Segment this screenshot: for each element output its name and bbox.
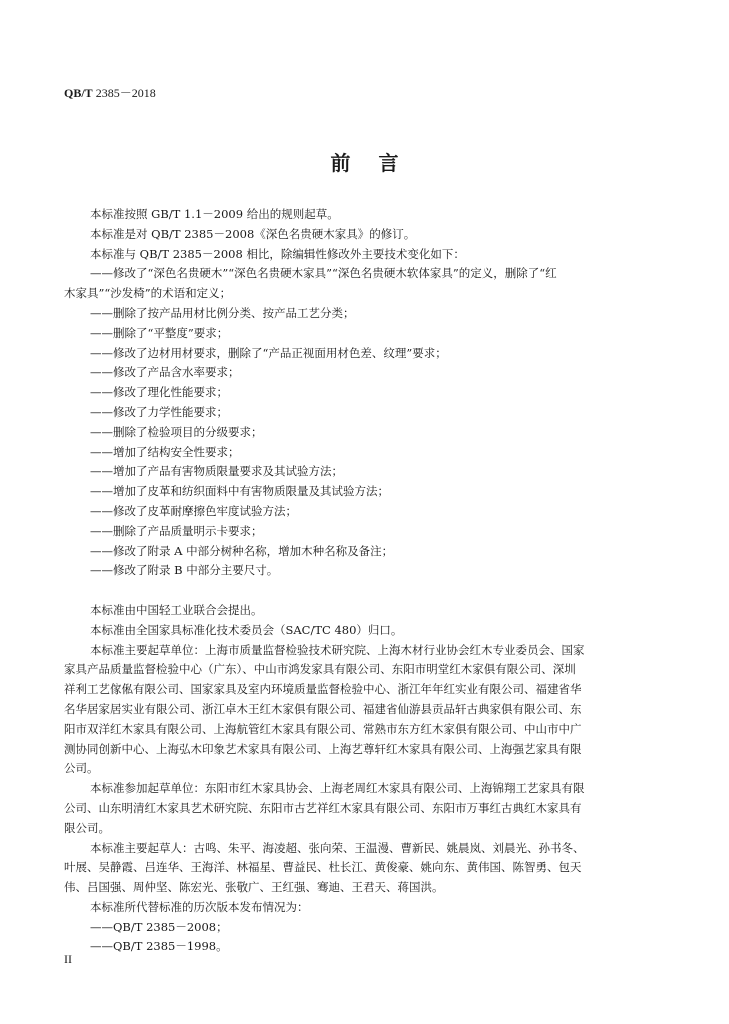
change-item: ——删除了产品质量明示卡要求； (90, 523, 263, 538)
drafting-units-line: 阳市双洋红木家具有限公司、上海航管红木家具有限公司、常熟市东方红木家俱有限公司、中山市中广 (64, 721, 582, 736)
standard-prefix: QB/T (64, 86, 93, 100)
change-item: ——修改了边材用材要求，删除了“产品正视面用材色差、纹理”要求； (90, 345, 447, 360)
change-item-continuation: 木家具”“沙发椅”的术语和定义； (64, 286, 232, 301)
drafting-units-line: 家具产品质量监督检验中心（广东）、中山市鸿发家具有限公司、东阳市明堂红木家俱有限公司、深圳 (64, 662, 576, 677)
drafting-units-line: 本标准主要起草单位：上海市质量监督检验技术研究院、上海木材行业协会红木专业委员会、国家 (90, 642, 585, 657)
intro-line: 本标准按照 GB/T 1.1－2009 给出的规则起草。 (90, 207, 339, 221)
history-intro: 本标准所代替标准的历次版本发布情况为： (90, 899, 309, 914)
standard-code (64, 84, 156, 101)
page-title: 前言 (330, 151, 427, 175)
history-item: ——QB/T 2385－1998。 (90, 939, 228, 954)
drafting-units-line: 测协同创新中心、上海弘木印象艺术家具有限公司、上海艺尊轩红木家具有限公司、上海强艺家具有限 (64, 741, 582, 756)
history-item: ——QB/T 2385－2008； (90, 919, 228, 934)
intro-line: 本标准是对 QB/T 2385－2008《深色名贵硬木家具》的修订。 (90, 226, 416, 241)
drafting-units-line: 公司。 (64, 761, 99, 776)
managed-by: 本标准由全国家具标准化技术委员会（SAC/TC 480）归口。 (90, 622, 403, 637)
change-item: ——删除了按产品用材比例分类、按产品工艺分类； (90, 305, 355, 320)
change-item: ——修改了皮革耐摩擦色牢度试验方法； (90, 503, 297, 518)
participating-units-line: 本标准参加起草单位：东阳市红木家具协会、上海老周红木家具有限公司、上海锦翔工艺家具有限 (90, 781, 585, 796)
change-item: ——修改了附录 B 中部分主要尺寸。 (90, 563, 279, 578)
participating-units-line: 公司、山东明清红木家具艺术研究院、东阳市古艺祥红木家具有限公司、东阳市万事红古典红木家具有 (64, 800, 582, 815)
change-item: ——增加了皮革和纺织面料中有害物质限量及其试验方法； (90, 484, 389, 499)
proposed-by: 本标准由中国轻工业联合会提出。 (90, 602, 263, 617)
participating-units-line: 限公司。 (64, 820, 110, 835)
change-item: ——修改了理化性能要求； (90, 385, 228, 400)
change-item: ——增加了产品有害物质限量要求及其试验方法； (90, 464, 343, 479)
drafting-units-line: 名华居家居实业有限公司、浙江卓木王红木家俱有限公司、福建省仙游县贡品轩古典家俱有限公司、东 (64, 701, 582, 716)
change-item: ——删除了检验项目的分级要求； (90, 424, 263, 439)
standard-number: 2385－2018 (95, 86, 156, 100)
change-item: ——修改了附录 A 中部分树种名称，增加木种名称及备注； (90, 543, 394, 558)
change-item: ——删除了“平整度”要求； (90, 325, 229, 340)
change-item: ——增加了结构安全性要求； (90, 444, 240, 459)
page-number: II (64, 952, 72, 966)
intro-line: 本标准与 QB/T 2385－2008 相比，除编辑性修改外主要技术变化如下： (90, 246, 465, 261)
drafters-line: 本标准主要起草人：古鸣、朱平、海凌超、张向荣、王温漫、曹新民、姚晨岚、刘晨光、孙书冬、 (90, 840, 585, 855)
drafters-line: 伟、吕国强、周仲坚、陈宏光、张敬广、王红强、骞迪、王君天、蒋国洪。 (64, 880, 444, 895)
drafting-units-line: 祥利工艺傢俬有限公司、国家家具及室内环境质量监督检验中心、浙江年年红实业有限公司、福建省华 (64, 682, 582, 697)
change-item: ——修改了产品含水率要求； (90, 365, 240, 380)
drafters-line: 叶展、吴静霞、吕连华、王海洋、林福星、曹益民、杜长江、黄俊豪、姚向东、黄伟国、陈智勇、包天 (64, 860, 582, 875)
foreword-body (64, 205, 650, 957)
change-item: ——修改了“深色名贵硬木”“深色名贵硬木家具”“深色名贵硬木软体家具”的定义，删除了“红 (90, 266, 557, 281)
change-item: ——修改了力学性能要求； (90, 404, 228, 419)
